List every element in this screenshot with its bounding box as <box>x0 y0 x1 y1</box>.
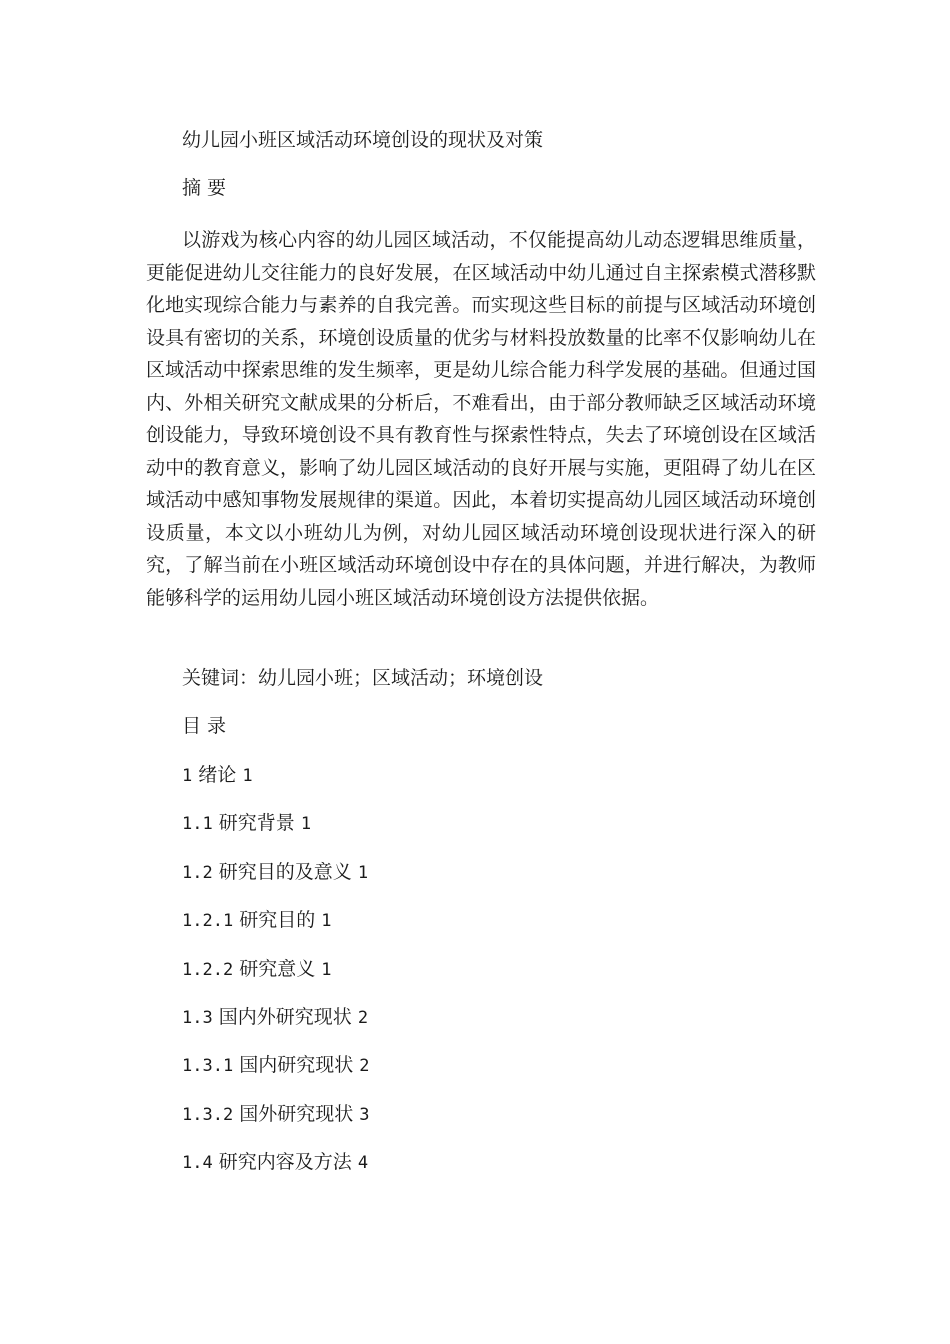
toc-title: 国内研究现状 <box>239 1054 354 1077</box>
toc-title: 研究意义 <box>239 957 316 980</box>
toc-number: 1.4 <box>182 1153 213 1174</box>
toc-page: 1 <box>242 766 253 786</box>
toc-title: 研究目的 <box>239 909 316 932</box>
toc-page: 2 <box>357 1007 369 1028</box>
toc-number: 1.1 <box>182 814 213 835</box>
toc-title: 研究目的及意义 <box>218 860 352 883</box>
toc-page: 1 <box>321 959 332 980</box>
toc-page: 1 <box>300 814 312 835</box>
toc-page: 4 <box>357 1153 369 1174</box>
toc-title: 绪论 <box>198 764 237 786</box>
toc-title: 研究背景 <box>218 812 295 835</box>
toc-entry <box>182 908 370 932</box>
toc-title: 研究内容及方法 <box>218 1151 352 1174</box>
toc-number: 1.2.2 <box>182 959 234 980</box>
toc-number: 1.2.1 <box>182 911 234 932</box>
toc-page: 1 <box>321 911 332 932</box>
table-of-contents <box>182 763 370 1199</box>
toc-page: 3 <box>359 1104 370 1125</box>
toc-number: 1.3.1 <box>182 1056 234 1077</box>
toc-title: 国内外研究现状 <box>218 1005 352 1028</box>
toc-entry <box>182 811 370 835</box>
keywords-line: 关键词：幼儿园小班；区域活动；环境创设 <box>182 667 544 689</box>
toc-entry <box>182 1053 370 1077</box>
toc-entry <box>182 1150 370 1174</box>
toc-entry <box>182 1005 370 1029</box>
toc-number: 1.3 <box>182 1007 213 1028</box>
toc-entry <box>182 957 370 981</box>
toc-page: 2 <box>359 1056 370 1077</box>
toc-heading: 目 录 <box>182 715 227 737</box>
toc-number: 1.2 <box>182 862 213 883</box>
abstract-heading: 摘 要 <box>182 177 227 199</box>
document-title: 幼儿园小班区域活动环境创设的现状及对策 <box>182 129 544 151</box>
abstract-paragraph: 以游戏为核心内容的幼儿园区域活动，不仅能提高幼儿动态逻辑思维质量，更能促进幼儿交往能力的良好发展，在区域活动中幼儿通过自主探索模式潜移默化地实现综合能力与素养的自我完善。而实现这些目标的前提与区域活动环境创设具有密切的关系，环境创设质量的优劣与材料投放数量的比率不仅影响幼儿在区域活动中探索思维的发生频率，更是幼儿综合能力科学发展的基础。但通过国内、外相关研究文献成果的分析后，不难看出，由于部分教师缺乏区域活动环境创设能力，导致环境创设不具有教育性与探索性特点，失去了环境创设在区域活动中的教育意义，影响了幼儿园区域活动的良好开展与实施，更阻碍了幼儿在区域活动中感知事物发展规律的渠道。因此，本着切实提高幼儿园区域活动环境创设质量，本文以小班幼儿为例，对幼儿园区域活动环境创设现状进行深入的研究，了解当前在小班区域活动环境创设中存在的具体问题，并进行解决，为教师能够科学的运用幼儿园小班区域活动环境创设方法提供依据。 <box>146 229 816 609</box>
toc-title: 国外研究现状 <box>239 1102 354 1125</box>
toc-entry <box>182 860 370 884</box>
toc-number: 1 <box>182 766 193 786</box>
toc-entry <box>182 763 370 787</box>
toc-page: 1 <box>357 862 369 883</box>
toc-entry <box>182 1102 370 1126</box>
toc-number: 1.3.2 <box>182 1104 234 1125</box>
